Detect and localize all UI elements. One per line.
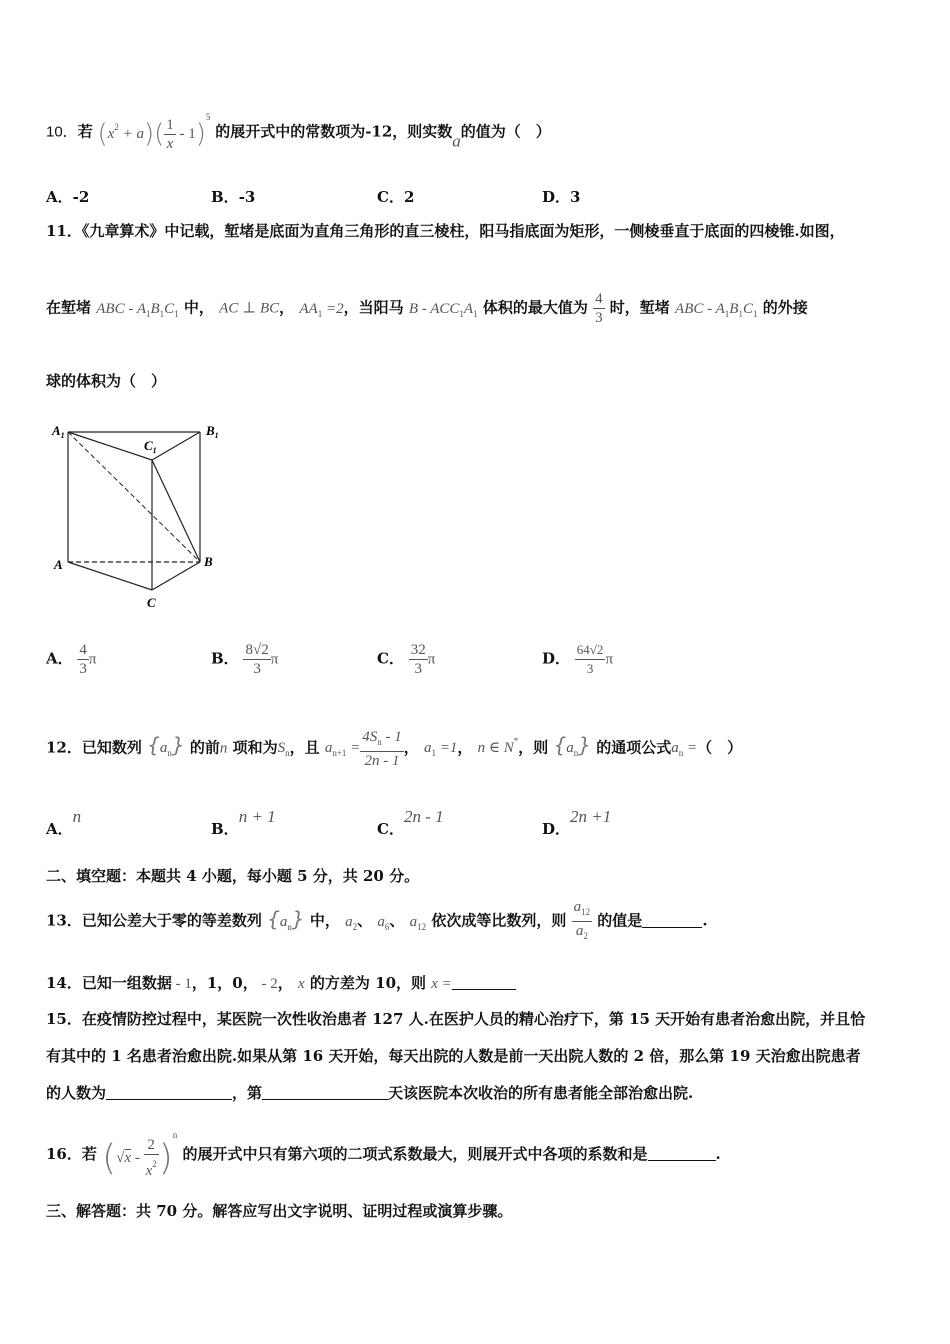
q11-text: 时，堑堵 <box>609 298 670 317</box>
option-label: A． <box>46 188 73 206</box>
math-seq-an: $\{a_n\}$ <box>553 733 591 759</box>
q11-line2 <box>46 290 808 327</box>
option-label: B． <box>211 820 239 838</box>
answer-blank[interactable] <box>642 913 702 928</box>
q11-text: 的外接 <box>762 298 808 317</box>
option-label: D． <box>542 649 571 668</box>
option-label: C． <box>377 649 404 668</box>
label-b1: $B_1$ <box>206 423 219 440</box>
math-fraction: $\frac{4}{3}$ <box>595 291 603 326</box>
q11-line3: 球的体积为（ ） <box>46 372 167 390</box>
q10-number: 10． <box>46 123 78 141</box>
option-value: 2n +1 <box>570 807 612 826</box>
q10-post: 的值为（ ） <box>460 122 551 141</box>
option-fraction: $\frac{4}{3}$ <box>79 642 87 677</box>
label-a1: $A_1$ <box>52 423 65 440</box>
q11-text: 中， <box>183 298 214 317</box>
q10-pre: 若 <box>77 122 93 141</box>
q10-var: a <box>452 131 461 151</box>
option-label: B． <box>211 649 239 668</box>
q12-text: ，且 <box>289 738 320 757</box>
q14-text: ，1，0， <box>191 974 258 992</box>
option-value: -2 <box>72 188 90 206</box>
answer-blank[interactable] <box>262 1085 388 1100</box>
q15-text: ，第 <box>232 1084 263 1102</box>
math-a2: $a_2$ <box>345 913 358 932</box>
q10-formula: $(x^2 + a)$( $\frac{1}{x}$ - 1)$^5$ <box>97 112 211 152</box>
q13-text: 的值是 <box>597 911 643 930</box>
option-label: A． <box>46 820 73 838</box>
q12-option-d[interactable] <box>542 806 612 838</box>
question-12 <box>46 728 742 770</box>
label-c1: $C_1$ <box>144 438 157 455</box>
q12-text: 的通项公式 <box>596 738 672 757</box>
q12-option-a[interactable] <box>46 806 82 838</box>
q12-text: 的前 <box>189 738 220 757</box>
q11-option-d[interactable] <box>542 641 613 678</box>
math-a6: $a_6$ <box>377 913 390 932</box>
option-value: 2n - 1 <box>403 807 444 826</box>
pi-symbol: π <box>605 651 614 668</box>
q12-text: （ ） <box>697 738 743 757</box>
math-a12: $a_{12}$ <box>409 913 427 932</box>
q12-text: 项和为 <box>232 738 278 757</box>
answer-blank[interactable] <box>106 1085 232 1100</box>
math-nin: n ∈ N* <box>477 736 519 757</box>
q14-text: 14．已知一组数据 <box>46 974 172 992</box>
label-b: B <box>204 554 213 569</box>
math-a1: $a_1 =1$ <box>424 740 458 759</box>
math-x-eq: x = <box>431 976 452 992</box>
q13-text: 13．已知公差大于零的等差数列 <box>46 911 262 930</box>
q11-text: ， <box>279 298 295 317</box>
option-fraction: $\frac{8√2}{3}$ <box>245 642 269 677</box>
q11-line1: 11．《九章算术》中记载，堑堵是底面为直角三角形的直三棱柱，阳马指底面为矩形，一侧棱垂直于底面的四棱锥.如图， <box>46 222 845 240</box>
q15-line2: 有其中的 1 名患者治愈出院.如果从第 16 天开始，每天出院的人数是前一天出院人数的 2 倍，那么第 19 天治愈出院患者 <box>46 1047 861 1065</box>
q14-text: 的方差为 10，则 <box>309 974 427 992</box>
pi-symbol: π <box>88 651 97 668</box>
question-14 <box>46 972 516 993</box>
q11-option-c[interactable] <box>377 641 435 678</box>
math-x: x <box>298 976 305 992</box>
q10-option-b[interactable] <box>211 186 255 207</box>
math-seq-an: $\{a_n\}$ <box>267 906 305 932</box>
q13-text: 依次成等比数列，则 <box>431 911 567 930</box>
q11-text: 体积的最大值为 <box>482 298 588 317</box>
option-label: C． <box>377 820 404 838</box>
section-3-heading: 三、解答题：共 70 分。解答应写出文字说明、证明过程或演算步骤。 <box>46 1202 513 1220</box>
q11-option-a[interactable] <box>46 641 97 678</box>
math-n: n <box>219 740 228 757</box>
q12-option-c[interactable] <box>377 806 444 838</box>
section-2-heading: 二、填空题：本题共 4 小题，每小题 5 分，共 20 分。 <box>46 867 420 885</box>
q12-option-b[interactable] <box>211 806 276 838</box>
q14-text: ， <box>277 974 293 992</box>
q15-text: 的人数为 <box>46 1084 107 1102</box>
option-value: n <box>72 807 82 826</box>
pi-symbol: π <box>427 651 436 668</box>
option-label: B． <box>211 188 239 206</box>
q12-text: ，则 <box>518 738 549 757</box>
option-label: D． <box>542 820 571 838</box>
math-recurrence: $a_{n+1}$ = $\frac{4S_n - 1}{2n - 1}$ <box>324 729 402 769</box>
option-value: 2 <box>403 188 415 206</box>
label-c: C <box>147 595 156 610</box>
option-fraction: $\frac{64√2}{3}$ <box>576 642 604 676</box>
math-ratio: $\frac{a_{12}}{a_2}$ <box>573 899 591 941</box>
option-fraction: $\frac{32}{3}$ <box>410 642 426 677</box>
pi-symbol: π <box>270 651 279 668</box>
q10-mid: 的展开式中的常数项为-12，则实数 <box>215 122 453 141</box>
option-label: A． <box>46 649 73 668</box>
q16-text: 16．若 <box>46 1145 97 1163</box>
prism-figure <box>50 418 230 618</box>
q16-text: 的展开式中只有第六项的二项式系数最大，则展开式中各项的系数和是 <box>182 1145 648 1163</box>
q13-text: 中， <box>309 911 340 930</box>
q10-option-a[interactable] <box>46 186 89 207</box>
q15-line1: 15．在疫情防控过程中，某医院一次性收治患者 127 人.在医护人员的精心治疗下，第 15 天开始有患者治愈出院，并且恰 <box>46 1010 866 1028</box>
q10-option-d[interactable] <box>542 186 580 207</box>
q11-text: ，当阳马 <box>343 298 404 317</box>
question-16 <box>46 1130 721 1180</box>
q15-line3 <box>46 1082 693 1103</box>
q13-text: 、 <box>389 911 405 930</box>
math-an-eq: $a_n$ = <box>671 740 698 759</box>
math-perp: AC ⊥ BC <box>219 300 280 317</box>
q11-text: 在堑堵 <box>46 298 92 317</box>
math-seq-an: $\{a_n\}$ <box>147 733 185 759</box>
q12-text: ， <box>403 738 419 757</box>
question-10 <box>46 112 551 153</box>
math-neg1: - 1 <box>171 976 192 992</box>
math-prism: ABC - $A_1B_1C_1$ <box>96 300 179 319</box>
option-value: n + 1 <box>238 807 276 826</box>
math-prism: ABC - $A_1B_1C_1$ <box>675 300 758 319</box>
q15-text: 天该医院本次收治的所有患者能全部治愈出院. <box>388 1084 694 1102</box>
label-a: A <box>54 557 63 572</box>
answer-blank[interactable] <box>648 1146 716 1161</box>
option-label: C． <box>377 188 404 206</box>
option-value: 3 <box>570 188 581 206</box>
q16-text: . <box>715 1145 721 1163</box>
math-sn: $S_n$ <box>277 740 290 759</box>
option-label: D． <box>542 188 571 206</box>
q12-text: 12．已知数列 <box>46 738 142 757</box>
q11-option-b[interactable] <box>211 641 278 678</box>
answer-blank[interactable] <box>452 975 516 990</box>
math-aa1: $AA_1 =2$ <box>299 300 344 319</box>
math-neg2: - 2 <box>257 976 278 992</box>
q13-text: . <box>702 911 708 930</box>
question-13 <box>46 898 708 945</box>
q13-text: 、 <box>357 911 373 930</box>
q12-text: ， <box>457 738 473 757</box>
math-pyramid: B - $ACC_1A_1$ <box>408 300 478 319</box>
q16-formula: (√x - $\frac{2}{x^2}$ )$^n$ <box>102 1130 178 1179</box>
option-value: -3 <box>238 188 256 206</box>
q10-option-c[interactable] <box>377 186 414 207</box>
